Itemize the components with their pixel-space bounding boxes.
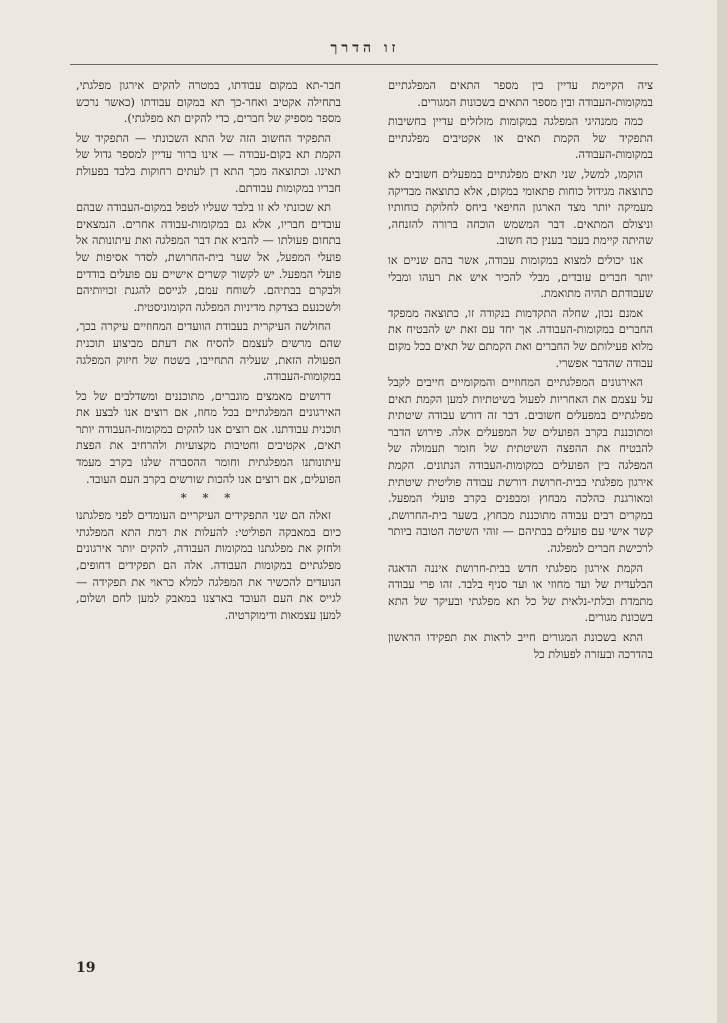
section-separator: * * * [180,491,237,506]
left-column [76,78,341,627]
running-header: זו הדרך [330,40,400,56]
paragraph: חבר-תא במקום עבודתו, במטרה להקים אירגון מפלגתי, בתחילה אקטיב ואחר-כך תא במקום עבודתו (כאשר נרכש מספר מספיק של חברים, כדי להקים תא מפלגתי). [76,79,341,126]
paragraph: אמנם נכון, שחלה התקדמות בנקודה זו, כתוצאה ממפקד החברים במקומות-העבודה. אך יחד עם זאת יש להבטיח את מלוא פעילותם של החברים ואת הקמתם של תאים בכל מקום עבודה שהדבר אפשרי. [388,306,653,370]
paragraph: הקמת אירגון מפלגתי חדש בבית-חרושת איננה הדאגה הבלעדית של ועד מחוזי או ועד סניף בלבד. זהו פרי עבודה מתמדת ובלתי-נלאית של כל תא מפלגתי ובעיקר של התא בשכונת מגורים. [388,561,653,625]
paragraph: תא שכונתי לא זו בלבד שעליו לטפל במקום-העבודה שבהם עובדים חבריו, אלא גם במקומות-עבודה אחרים. הנמצאים בתחום פעולתו — להביא את דבר המפלגה ואת עיתונותה אל פועלי המפעל, אל שער בית-החרושת, לסדר אסיפות של פועלי המפעל. יש לקשור קשרים אישיים עם פועלים בודדים ולבקרם בבתיהם. לשוחח עמם, לגייסם להגנת זכויותיהם ולשכנעם בצדקת מדיניות המפלגה הקומוניסטית. [76,201,341,314]
header-rule [70,64,658,65]
page-number: 19 [76,960,96,976]
paragraph: החולשה העיקרית בעבודת הוועדים המחוזיים עיקרה בכך, שהם מרשים לעצמם להסיח את דעתם מביצוע תוכנית הפעולה הזאת, שעליה התחייבו, בשטח של חיזוק המפלגה במקומות-העבודה. [76,320,341,384]
paragraph: התא בשכונת המגורים חייב לראות את תפקידו הראשון בהדרכה ובעזרה לפעולת כל [388,631,653,661]
paragraph: דרושים מאמצים מוגברים, מתוכננים ומשדלבים של כל האירגונים המפלגתיים בכל מחוז, אם רוצים אנו לבצע את תוכנית עבודתנו. אם רוצים אנו להקים במקומות-העבודה יותר תאים, אקטיבים וחטיבות מקצועיות ולהרחיב את הפצת עיתונותנו המפלגתית וחומר ההסברה שלנו בקרב מעמד הפועלים, אם רוצים אנו להכות שורשים בקרב העם העובד. [76,389,341,486]
page-edge-shadow [717,0,727,1023]
paragraph: אנו יכולים למצוא במקומות עבודה, אשר בהם שניים או יותר חברים עובדים, מבלי להכיר איש את רעהו ומבלי שעבודתם תהיה מתואמת. [388,253,653,301]
right-column [388,78,653,666]
paragraph: כמה ממנהיגי המפלגה במקומות מזלזלים עדיין בחשיבות התפקיד של הקמת תאים או אקטיבים מפלגתיים במקומות-העבודה. [388,115,653,162]
closing-paragraph: זאלה הם שני התפקידים העיקריים העומדים לפני מפלגתנו כיום במאבקה הפוליטי: להעלות את רמת התא המפלגתי ולחזק את מפלגתנו במקומות העבודה, להקים יותר אירגונים מפלגתיים במקומות העבודה. אלה הם תפקידים דחופים, הנועדים להכשיר את המפלגה למלא כראוי את תפקידה — לגייס את העם העובד בארצנו במאבק למען לחם ושלום, למען עצמאות ודימוקרטיה. [76,509,341,622]
paragraph: הוקמו, למשל, שני תאים מפלגתיים במפעלים חשובים לא כתוצאה מגידול כוחות פתאומי במקום, אלא כתוצאה מבדיקה מעמיקה יותר מצד הארגון החיפאי ביחס לחלוקת כוחותיו וניצולם המתאים. דבר המשמש הוכחה ברורה להזנחה, שהיתה קיימת בעבר בענין כה חשוב. [388,167,653,248]
paragraph: התפקיד החשוב הזה של התא השכונתי — התפקיד של הקמת תא בקום-עבודה — אינו ברור עדיין למספר גדול של תאינו. וכתוצאה מכך התא דן לעתים רחוקות בלבד בפעולת חבריו במקומות עבודתם. [76,131,341,195]
paragraph: ציה הקיימת עדיין בין מספר התאים המפלגתיים במקומות-העבודה ובין מספר התאים בשכונות המגורים. [388,79,653,109]
paragraph: האירגונים המפלגתיים המחוזיים והמקומיים חייבים לקבל על עצמם את האחריות לפעול בשיטתיות למען הקמת תאים מפלגתיים במפעלים חשובים. דבר זה דורש עבודה שיטתית ומתוכננת בקרב הפועלים של המפעלים אלה. פירוש הדבר להבטיח את ההפצה השיטתית של חומר תעמולה של המפלגה בין הפועלים במקומות-העבודה הנתונים. הקמת אירגון מפלגתי בבית-חרושת דורשת עבודה פוליטית שיטתית ומאורגנת כהלכה מבחוץ ומבפנים בקרב פועלי המפעל. במקרים רבים עבודה מתוכננת מבחוץ, בשער בית-החרושת, קשר אישי עם פועלים בבתיהם — זוהי השיטה הטובה ביותר לרכישת חברים למפלגה. [388,376,653,556]
